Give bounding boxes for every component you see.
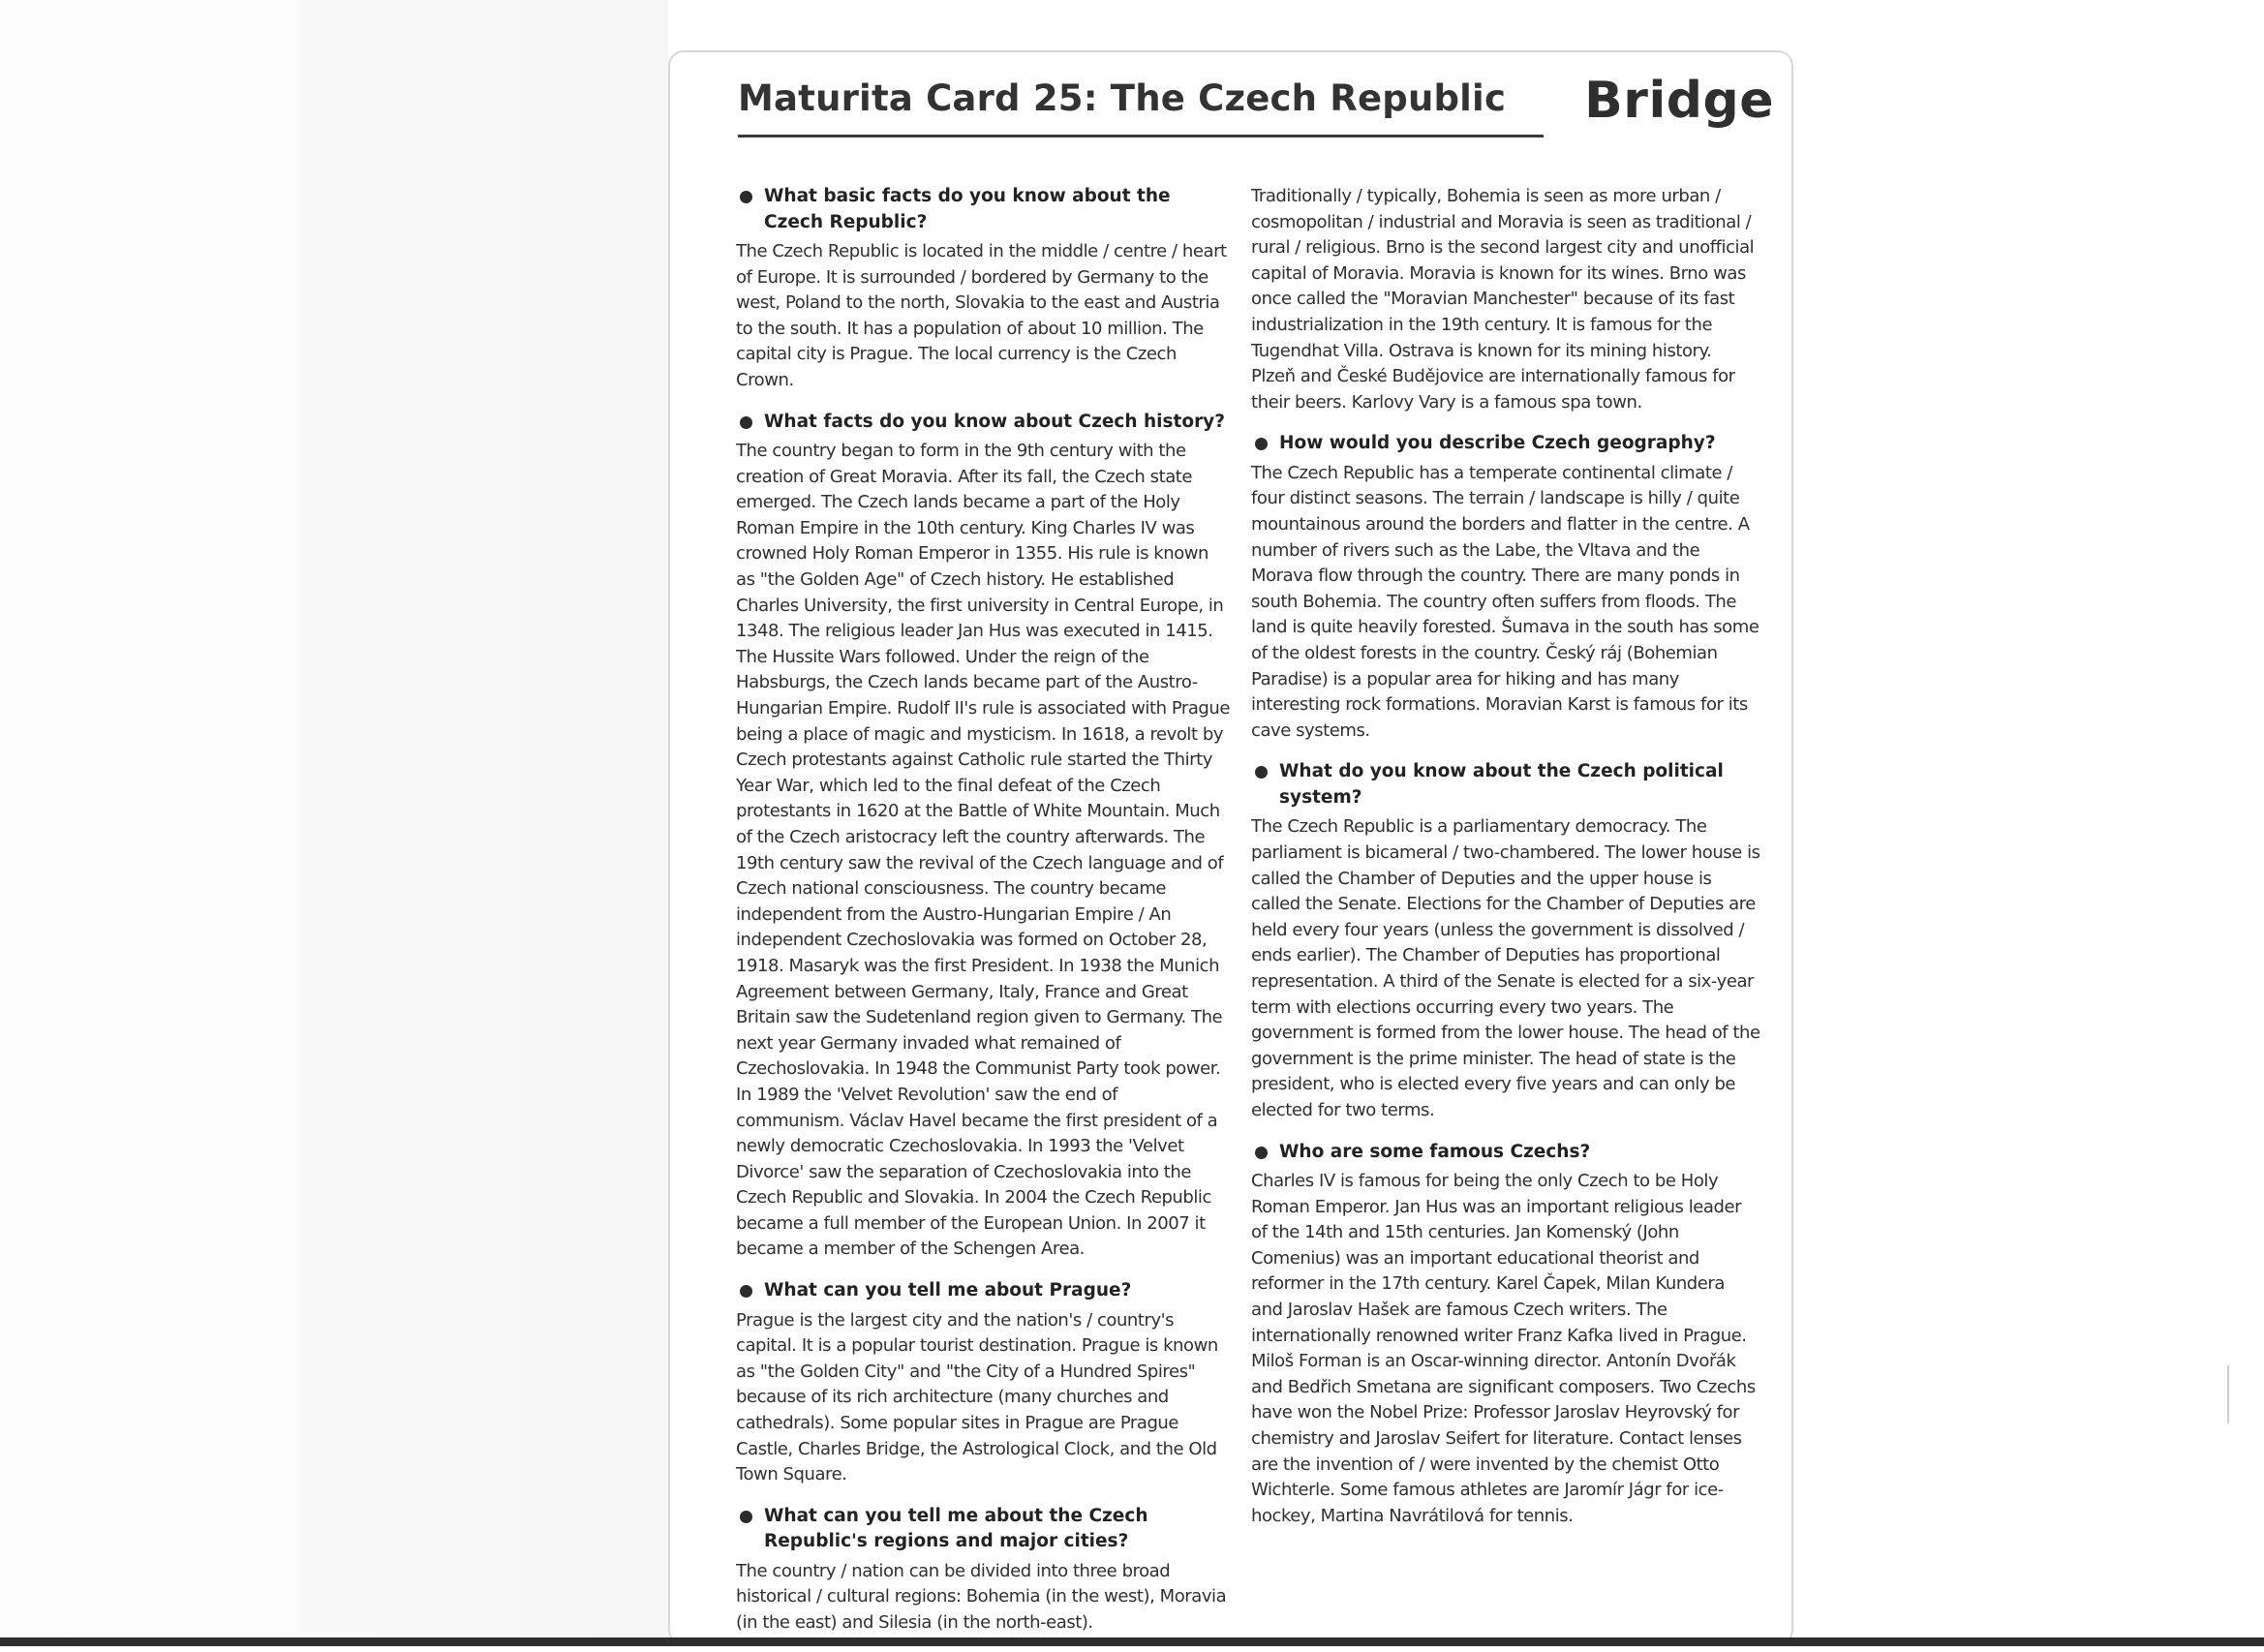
section-prague: [736, 1278, 1230, 1488]
question-text: What basic facts do you know about the Czech Republic?: [764, 186, 1171, 232]
answer-text: Charles IV is famous for being the only Czech to be Holy Roman Emperor. Jan Hus was an important religious leader of the 14th and 15th centuries. Jan Komenský (John Comenius) was an important educational theorist and reformer in the 17th century. Karel Čapek, Milan Kundera and Jaroslav Hašek are famous Czech writers. The internationally renowned writer Franz Kafka lived in Prague. Miloš Forman is an Oscar-winning director. Antonín Dvořák and Bedřich Smetana are significant composers. Two Czechs have won the Nobel Prize: Professor Jaroslav Heyrovský for chemistry and Jaroslav Seifert for literature. Contact lenses are the invention of / were invented by the chemist Otto Wichterle. Some famous athletes are Jaromír Jágr for ice-hockey, Martina Navrátilová for tennis.: [1251, 1171, 1756, 1526]
bullet-icon: [740, 416, 752, 429]
question-text: What can you tell me about Prague?: [764, 1280, 1132, 1301]
question-text: Who are some famous Czechs?: [1279, 1141, 1591, 1162]
question-heading: [1251, 759, 1760, 811]
bullet-icon: [740, 1511, 752, 1523]
scanner-edge: [0, 1637, 2264, 1646]
answer-text: The country / nation can be divided into three broad historical / cultural regions: Bohemia (in the west), Moravia (in the east) and Silesia (in the north-east).: [736, 1560, 1227, 1633]
section-political-system: [1251, 759, 1760, 1123]
question-text: What facts do you know about Czech history?: [764, 411, 1225, 432]
section-regions-continued: [1251, 184, 1760, 415]
answer-text: The Czech Republic is located in the middle / centre / heart of Europe. It is surrounded / bordered by Germany to the west, Poland to the north, Slovakia to the east and Austria to the south. It has a population of about 10 million. The capital city is Prague. The local currency is the Czech Crown.: [736, 241, 1227, 390]
bullet-icon: [740, 191, 752, 203]
section-famous-czechs: [1251, 1140, 1760, 1530]
scan-edge-mark: [2227, 1365, 2229, 1423]
answer-text: Traditionally / typically, Bohemia is seen as more urban / cosmopolitan / industrial and Moravia is seen as traditional / rural / religious. Brno is the second largest city and unofficial capital of Moravia. Moravia is known for its wines. Brno was once called the "Moravian Manchester" because of its fast industrialization in the 19th century. It is famous for the Tugendhat Villa. Ostrava is known for its mining history. Plzeň and České Budějovice are internationally famous for their beers. Karlovy Vary is a famous spa town.: [1251, 186, 1755, 413]
section-regions: [736, 1504, 1230, 1637]
question-text: What do you know about the Czech political system?: [1279, 761, 1724, 808]
bullet-icon: [1255, 438, 1268, 450]
maturita-card: [668, 50, 1793, 1645]
answer-text: Prague is the largest city and the nation's / country's capital. It is a popular tourist destination. Prague is known as "the Golden City" and "the City of a Hundred Spires" because of its rich architecture (many churches and cathedrals). Some popular sites in Prague are Prague Castle, Charles Bridge, the Astrological Clock, and the Old Town Square.: [736, 1309, 1218, 1485]
section-basic-facts: [736, 184, 1230, 394]
question-heading: [1251, 431, 1760, 457]
title-underline: [738, 135, 1544, 138]
card-title: Maturita Card 25: The Czech Republic: [738, 77, 1507, 119]
card-header: [738, 72, 1774, 143]
section-geography: [1251, 431, 1760, 744]
bullet-icon: [1255, 1147, 1268, 1159]
brand-logo: Bridge: [1584, 72, 1774, 130]
right-column: [1251, 184, 1760, 1545]
section-history: [736, 410, 1230, 1264]
bullet-icon: [1255, 766, 1268, 779]
question-text: How would you describe Czech geography?: [1279, 433, 1716, 454]
scan-background: [0, 0, 668, 1646]
question-heading: [736, 184, 1230, 235]
question-heading: [1251, 1140, 1760, 1166]
question-heading: [736, 410, 1230, 436]
bullet-icon: [740, 1285, 752, 1298]
answer-text: The Czech Republic is a parliamentary democracy. The parliament is bicameral / two-chambered. The lower house is called the Chamber of Deputies and the upper house is called the Senate. Elections for the Chamber of Deputies are held every four years (unless the government is dissolved / ends earlier). The Chamber of Deputies has proportional representation. A third of the Senate is elected for a six-year term with elections occurring every two years. The government is formed from the lower house. The head of the government is the prime minister. The head of state is the president, who is elected every five years and can only be elected for two terms.: [1251, 816, 1760, 1120]
answer-text: The Czech Republic has a temperate continental climate / four distinct seasons. The terrain / landscape is hilly / quite mountainous around the borders and flatter in the centre. A number of rivers such as the Labe, the Vltava and the Morava flow through the country. There are many ponds in south Bohemia. The country often suffers from floods. The land is quite heavily forested. Šumava in the south has some of the oldest forests in the country. Český ráj (Bohemian Paradise) is a popular area for hiking and has many interesting rock formations. Moravian Karst is famous for its cave systems.: [1251, 462, 1759, 741]
question-text: What can you tell me about the Czech Republic's regions and major cities?: [764, 1505, 1148, 1552]
left-column: [736, 184, 1230, 1652]
answer-text: The country began to form in the 9th century with the creation of Great Moravia. After its fall, the Czech state emerged. The Czech lands became a part of the Holy Roman Empire in the 10th century. King Charles IV was crowned Holy Roman Emperor in 1355. His rule is known as "the Golden Age" of Czech history. He established Charles University, the first university in Central Europe, in 1348. The religious leader Jan Hus was executed in 1415. The Hussite Wars followed. Under the reign of the Habsburgs, the Czech lands became part of the Austro-Hungarian Empire. Rudolf II's rule is associated with Prague being a place of magic and mysticism. In 1618, a revolt by Czech protestants against Catholic rule started the Thirty Year War, which led to the final defeat of the Czech protestants in 1620 at the Battle of White Mountain. Much of the Czech aristocracy left the country afterwards. The 19th century saw the revival of the Czech language and of Czech national consciousness. The country became independent from the Austro-Hungarian Empire / An independent Czechoslovakia was formed on October 28, 1918. Masaryk was the first President. In 1938 the Munich Agreement between Germany, Italy, France and Great Britain saw the Sudetenland region given to Germany. The next year Germany invaded what remained of Czechoslovakia. In 1948 the Communist Party took power. In 1989 the 'Velvet Revolution' saw the end of communism. Václav Havel became the first president of a newly democratic Czechoslovakia. In 1993 the 'Velvet Divorce' saw the separation of Czechoslovakia into the Czech Republic and Slovakia. In 2004 the Czech Republic became a full member of the European Union. In 2007 it became a member of the Schengen Area.: [736, 441, 1230, 1260]
question-heading: [736, 1504, 1230, 1555]
question-heading: [736, 1278, 1230, 1304]
